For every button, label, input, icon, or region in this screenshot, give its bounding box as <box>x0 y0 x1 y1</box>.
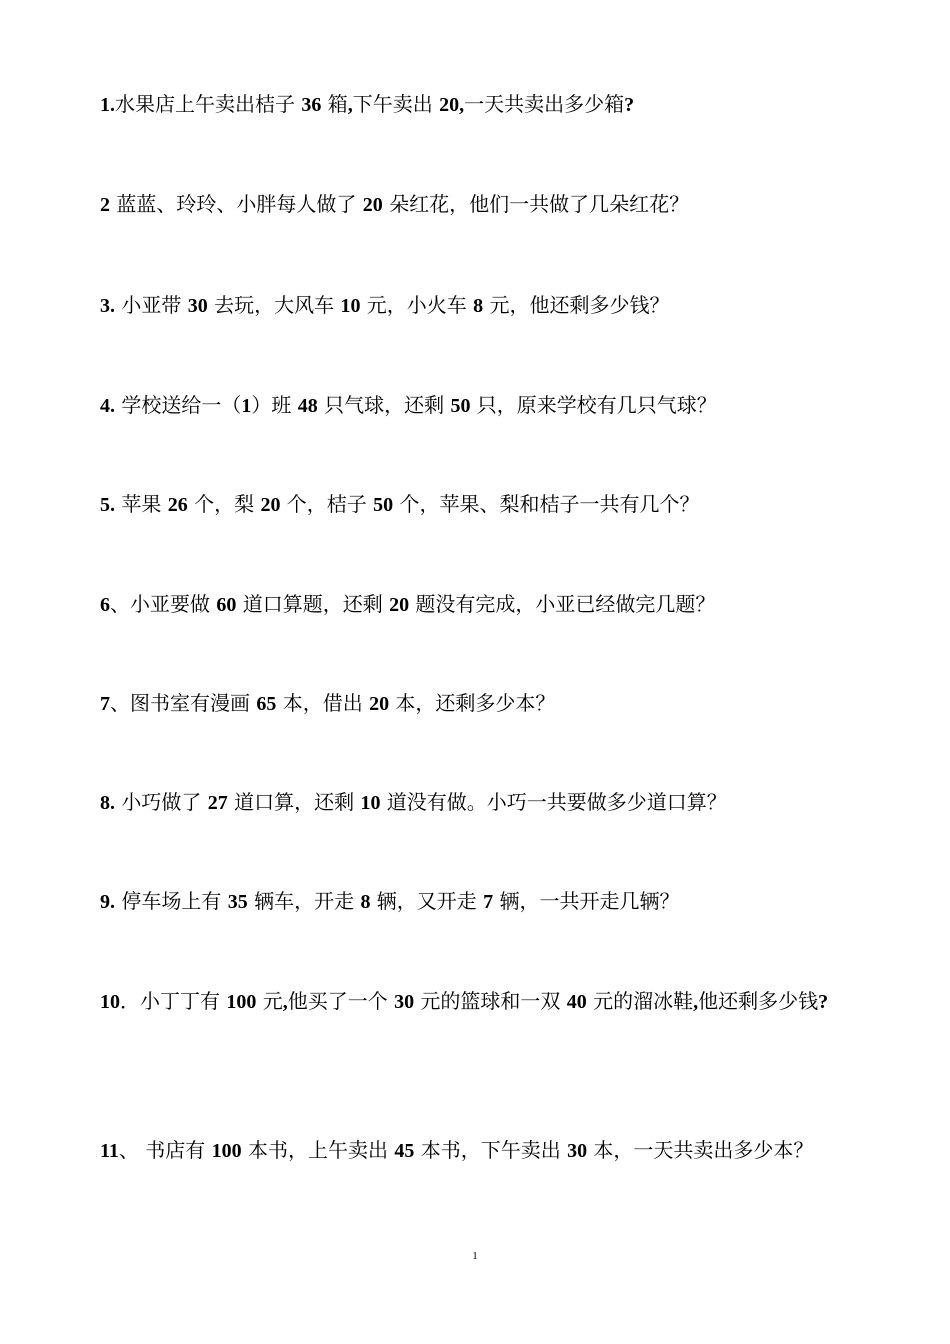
question-4 <box>100 381 860 430</box>
question-text-segment: 、图书室有漫画 <box>110 691 257 715</box>
question-text-segment: 小亚带 <box>115 293 188 317</box>
question-text-segment: ? <box>818 991 829 1013</box>
question-text-segment: 20 <box>260 494 281 516</box>
question-text-segment: 100 <box>226 991 257 1013</box>
question-text-segment: 蓝蓝、玲玲、小胖每人做了 <box>110 192 363 216</box>
question-text-segment: 道没有做。小巧一共要做多少道口算？ <box>380 790 727 814</box>
question-text-segment: 只气球，还剩 <box>317 393 451 417</box>
question-text-segment: 9. <box>100 891 115 913</box>
question-text-segment: 小巧做了 <box>115 790 208 814</box>
question-text-segment: 8 <box>473 295 484 317</box>
question-text-segment: 65 <box>256 693 277 715</box>
page-number: 1 <box>472 1250 478 1262</box>
question-text-segment: 一天共卖出多少箱 <box>464 92 625 116</box>
question-7 <box>100 679 860 728</box>
question-3 <box>100 281 860 330</box>
question-text-segment: 元的篮球和一双 <box>414 989 567 1013</box>
question-text-segment: 元 <box>256 989 283 1013</box>
question-text-segment: 8 <box>360 891 371 913</box>
question-text-segment: 48 <box>297 395 318 417</box>
question-text-segment: 60 <box>216 594 237 616</box>
question-11 <box>100 1126 860 1175</box>
question-text-segment: 11 <box>100 1140 119 1162</box>
question-text-segment: 5. <box>100 494 115 516</box>
question-text-segment: 27 <box>207 792 228 814</box>
question-text-segment: 元，小火车 <box>360 293 474 317</box>
question-10 <box>100 977 860 1026</box>
question-text-segment: 35 <box>227 891 248 913</box>
question-text-segment: 、 书店有 <box>118 1138 212 1162</box>
question-text-segment: 朵红花，他们一共做了几朵红花？ <box>382 192 690 216</box>
question-text-segment: 26 <box>167 494 188 516</box>
question-text-segment: 下午卖出 <box>352 92 440 116</box>
question-text-segment: 他买了一个 <box>287 989 395 1013</box>
question-text-segment: 10 <box>340 295 361 317</box>
question-6 <box>100 580 860 629</box>
question-text-segment: 学校送给一（ <box>115 393 242 417</box>
question-text-segment: 50 <box>373 494 394 516</box>
question-text-segment: 道口算，还剩 <box>227 790 361 814</box>
question-text-segment: 10 <box>100 991 120 1013</box>
question-text-segment: 箱 <box>321 92 348 116</box>
question-text-segment: 6 <box>100 594 110 616</box>
question-text-segment: 去玩，大风车 <box>207 293 341 317</box>
question-text-segment: 、小亚要做 <box>110 592 217 616</box>
question-text-segment: 辆，一共开走几辆？ <box>493 889 680 913</box>
question-text-segment: 45 <box>394 1140 415 1162</box>
question-text-segment: 元，他还剩多少钱？ <box>483 293 670 317</box>
question-text-segment: 苹果 <box>115 492 168 516</box>
question-text-segment: 个，苹果、梨和桔子一共有几个？ <box>393 492 700 516</box>
question-text-segment: 10 <box>360 792 381 814</box>
question-text-segment: 4. <box>100 395 115 417</box>
question-text-segment: 本，借出 <box>276 691 370 715</box>
question-text-segment: ）班 <box>251 393 298 417</box>
question-text-segment: 50 <box>450 395 471 417</box>
question-text-segment: 本，一天共卖出多少本？ <box>587 1138 814 1162</box>
question-text-segment: ．小丁丁有 <box>120 989 227 1013</box>
question-text-segment: 7 <box>100 693 110 715</box>
question-2 <box>100 180 860 229</box>
question-text-segment: 本书，上午卖出 <box>241 1138 395 1162</box>
question-1 <box>100 80 860 129</box>
question-text-segment: 辆车，开走 <box>247 889 361 913</box>
question-text-segment: 题没有完成，小亚已经做完几题？ <box>409 592 716 616</box>
question-text-segment: 道口算题，还剩 <box>236 592 390 616</box>
question-text-segment: , <box>282 991 288 1013</box>
question-text-segment: 本书，下午卖出 <box>414 1138 568 1162</box>
question-text-segment: 7 <box>483 891 494 913</box>
question-text-segment: 3. <box>100 295 115 317</box>
question-text-segment: ? <box>624 94 635 116</box>
question-9 <box>100 877 860 926</box>
question-text-segment: 40 <box>566 991 587 1013</box>
question-text-segment: 30 <box>567 1140 588 1162</box>
question-text-segment: , <box>693 991 699 1013</box>
question-text-segment: 只，原来学校有几只气球？ <box>470 393 717 417</box>
question-text-segment: 水果店上午卖出桔子 <box>115 92 302 116</box>
question-text-segment: 30 <box>394 991 415 1013</box>
question-5 <box>100 480 860 529</box>
question-text-segment: , <box>347 94 353 116</box>
question-text-segment: 20 <box>389 594 410 616</box>
question-text-segment: 个，桔子 <box>280 492 374 516</box>
question-text-segment: 辆，又开走 <box>370 889 484 913</box>
question-text-segment: 8. <box>100 792 115 814</box>
question-text-segment: 本，还剩多少本？ <box>389 691 556 715</box>
question-text-segment: 他还剩多少钱 <box>698 989 819 1013</box>
question-text-segment: 20, <box>439 94 465 116</box>
question-text-segment: 30 <box>187 295 208 317</box>
question-text-segment: 100 <box>211 1140 242 1162</box>
question-text-segment: 个，梨 <box>187 492 261 516</box>
question-text-segment: 元的溜冰鞋 <box>586 989 694 1013</box>
question-text-segment: 36 <box>301 94 322 116</box>
question-8 <box>100 778 860 827</box>
question-text-segment: 1 <box>241 395 252 417</box>
question-text-segment: 20 <box>362 194 383 216</box>
question-text-segment: 2 <box>100 194 110 216</box>
question-text-segment: 停车场上有 <box>115 889 228 913</box>
question-text-segment: 1. <box>100 94 115 116</box>
question-text-segment: 20 <box>369 693 390 715</box>
